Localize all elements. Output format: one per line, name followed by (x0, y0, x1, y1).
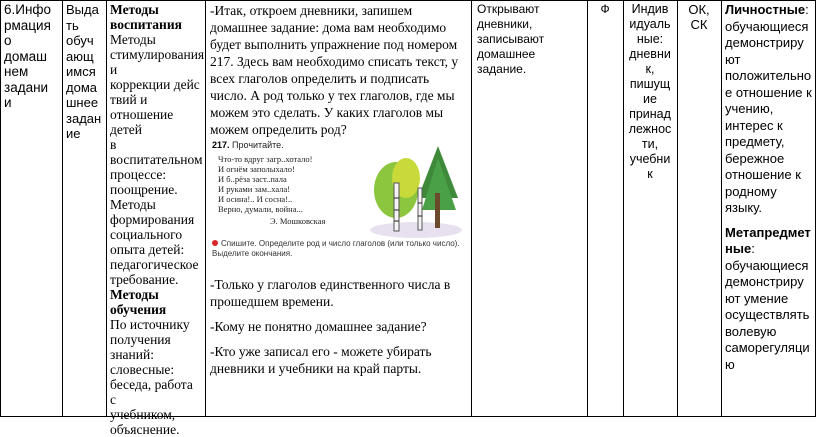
student-activity-cell: Открывают дневники, записывают домашнее задание. (477, 2, 545, 76)
poem-author: Э. Мошковская (270, 216, 326, 226)
teacher-speech-answer: -Только у глаголов единственного числа в прошедшем времени. (210, 277, 451, 309)
stage-cell: 6.Инфо рмация о домаш нем задани и (4, 2, 52, 110)
work-form-cell: Ф (600, 2, 610, 16)
teacher-activity-continued (210, 276, 465, 415)
teacher-speech-homework: -Итак, откроем дневники, запишем домашнее задание: дома вам необходимо будет выполнить упражнение под номером 217. Здесь вам необходимо списать текст, у всех глаголов определить и подписать число. А род только у тех глаголов, где мы можем это сделать. У каких глаголов мы можем определить род? (210, 3, 459, 137)
methods-upbringing-text: Методы стимулирования и коррекции дейс твий и отношение детей в воспитательном процессе: поощрение. Методы формирования социального опыта детей: педагогическое требование. (110, 32, 205, 287)
textbook-excerpt (208, 138, 464, 264)
metasubject-outcomes-heading: Метапредмет ные (725, 224, 811, 256)
col-divider (205, 0, 206, 417)
col-divider (106, 0, 107, 417)
methods-teaching-heading: Методы обучения (110, 287, 167, 317)
exercise-instruction: Прочитайте. (232, 140, 284, 150)
teacher-speech-closing: -Кто уже записал его - можете убирать дневники и учебники на край парты. (210, 344, 432, 376)
col-divider (721, 0, 722, 417)
col-divider (62, 0, 63, 417)
goal-cell: Выда ть обуч ающ имся дома шнее задан ие (66, 2, 102, 141)
outcomes-cell (725, 2, 815, 415)
table-top-border (0, 0, 816, 1)
methods-cell (110, 2, 205, 437)
col-divider (0, 0, 1, 417)
exercise-number: 217. Прочитайте. (212, 140, 284, 150)
methods-teaching-text: По источнику получения знаний: словесные: беседа, работа с учебником, объяснение. (110, 317, 193, 437)
competencies-cell: ОК, СК (688, 2, 710, 32)
col-divider (471, 0, 472, 417)
methods-upbringing-heading: Методы воспитания (110, 2, 182, 32)
metasubject-outcomes-text: : обучающиеся демонстриру ют умение осуществлять волевую саморегуляци ю (725, 241, 810, 372)
poem-text: Что-то вдруг загр..хотало! И огнём заполыхало! И б..рёза заст..пала И руками зам..хала! И осина!.. И сосна!.. Верно, думали, война... (218, 154, 313, 214)
birch-trees-illustration (368, 138, 464, 238)
teacher-speech-question: -Кому не понятно домашнее задание? (210, 319, 427, 334)
personal-outcomes-heading: Личностные (725, 2, 806, 17)
resources-cell: Индив идуаль ные: дневни к, пишущ ие принад лежнос ти, учебни к (628, 2, 672, 181)
personal-outcomes-text: : обучающиеся демонстриру ют положительно е отношение к учению, интерес к предмету, бережное отношение к родному языку. (725, 2, 812, 215)
col-divider (587, 0, 588, 417)
bullet-icon (212, 240, 218, 246)
exercise-task: Спишите. Определите род и число глаголов (или только число). Выделите окончания. (212, 239, 460, 258)
